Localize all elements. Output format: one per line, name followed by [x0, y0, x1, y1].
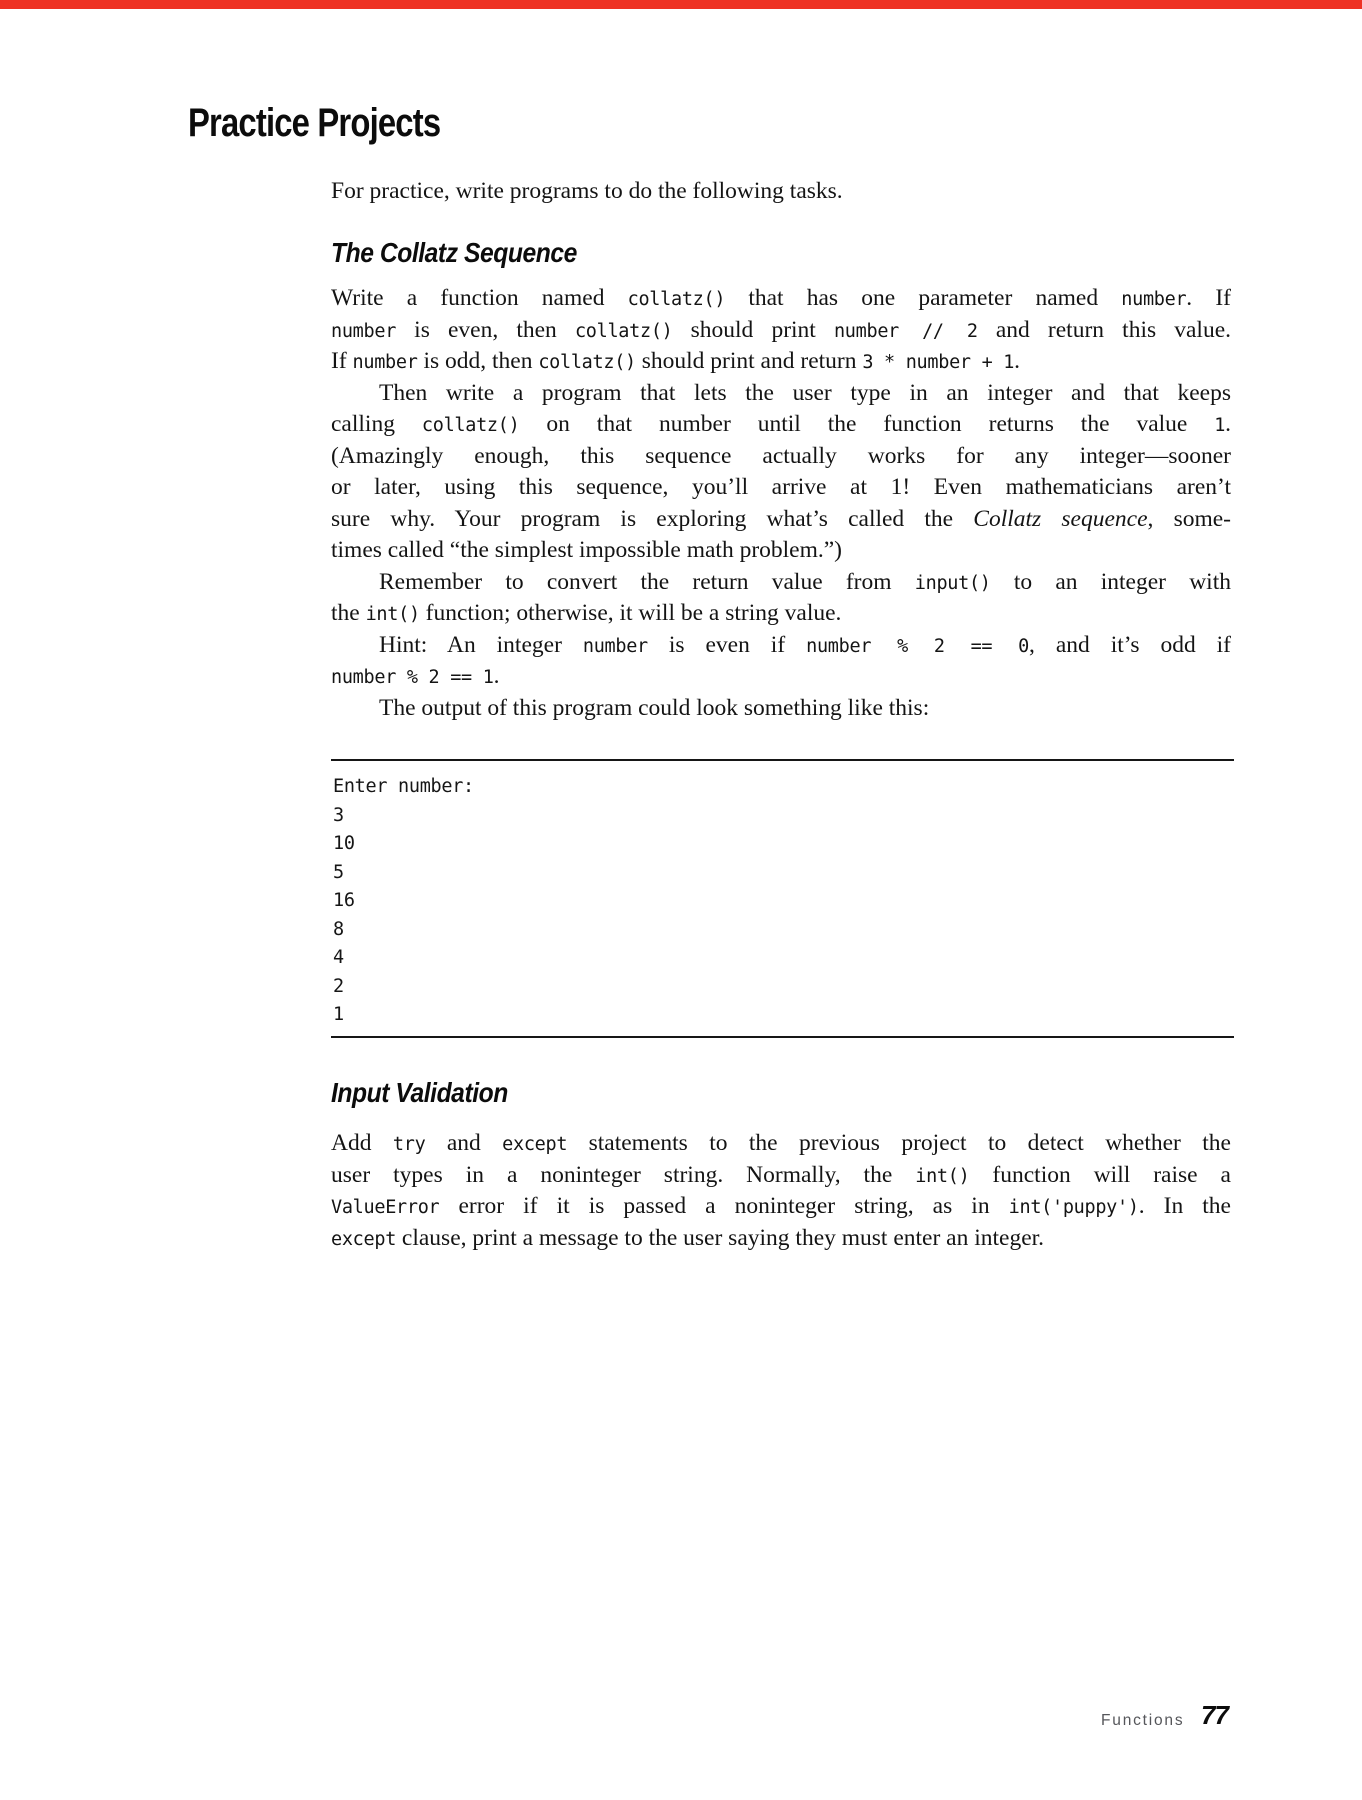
- text-run: function; otherwise, it will be a string value.: [419, 600, 842, 626]
- section-title-collatz-sequence: The Collatz Sequence: [331, 237, 577, 268]
- inline-code: number % 2 == 0: [806, 635, 1030, 657]
- output-line: 5: [333, 861, 344, 883]
- text-run: calling: [331, 411, 422, 437]
- text-run: clause, print a message to the user saying they must enter an integer.: [396, 1224, 1045, 1251]
- body-line: [331, 1223, 1231, 1255]
- text-run: should print and return: [635, 348, 863, 374]
- paragraph: [331, 1128, 1231, 1254]
- body-line: [331, 1128, 1231, 1160]
- output-line: 8: [333, 918, 344, 940]
- text-run: .: [1014, 348, 1020, 374]
- inline-code: number // 2: [833, 320, 978, 342]
- paragraph: [331, 567, 1231, 630]
- text-run: (Amazingly enough, this sequence actually works for any integer—sooner: [331, 442, 1231, 469]
- inline-code: number: [352, 352, 418, 373]
- input-validation-section-body: [331, 1128, 1231, 1254]
- inline-code: ValueError: [331, 1197, 440, 1218]
- inline-code: collatz(): [538, 352, 636, 373]
- body-line: [331, 441, 1231, 473]
- text-run: , and it’s odd if: [1029, 631, 1231, 658]
- body-line: [331, 1160, 1231, 1192]
- inline-code: 1: [1214, 415, 1226, 436]
- text-run: is even, then: [396, 316, 575, 343]
- inline-code: int(): [365, 604, 420, 625]
- output-line: 10: [333, 833, 355, 854]
- body-line: [331, 346, 1231, 378]
- text-run: Add: [331, 1130, 393, 1156]
- text-run: error if it is passed a noninteger string, as in: [439, 1193, 1009, 1219]
- body-line: [331, 693, 1231, 725]
- italic-text: Collatz sequence: [973, 505, 1148, 532]
- text-run: should print: [672, 316, 834, 343]
- text-run: function will raise a: [969, 1161, 1231, 1188]
- paragraph: [331, 630, 1231, 693]
- text-run: Hint: An integer: [379, 631, 583, 658]
- inline-code: try: [392, 1134, 426, 1155]
- output-line: 2: [333, 975, 344, 997]
- text-run: Then write a program that lets the user type in an integer and that keeps: [379, 379, 1231, 406]
- body-line: [331, 567, 1231, 599]
- text-run: .: [493, 663, 500, 689]
- body-line: [331, 315, 1231, 347]
- text-run: or later, using this sequence, you’ll arrive at 1! Even mathematicians aren’t: [331, 474, 1231, 500]
- inline-code: 3 * number + 1: [862, 352, 1015, 373]
- intro-text: For practice, write programs to do the following tasks.: [331, 178, 843, 204]
- text-run: . If: [1186, 285, 1231, 311]
- inline-code: input(): [914, 572, 991, 594]
- section-title-input-validation: Input Validation: [331, 1077, 508, 1108]
- program-output-block: [331, 759, 1234, 1038]
- body-line: [331, 1191, 1231, 1223]
- output-line: 1: [333, 1004, 344, 1025]
- text-run: on that number until the function returns the value: [519, 411, 1215, 437]
- output-line: 4: [333, 947, 344, 968]
- body-line: [331, 283, 1231, 315]
- body-line: [331, 472, 1231, 504]
- text-run: . In the: [1138, 1193, 1231, 1219]
- top-accent-bar: [0, 0, 1362, 9]
- inline-code: number: [1121, 289, 1187, 310]
- paragraph: [331, 283, 1231, 378]
- inline-code: int('puppy'): [1008, 1197, 1139, 1218]
- text-run: the: [331, 600, 366, 626]
- inline-code: int(): [915, 1165, 970, 1187]
- output-line: 16: [333, 890, 355, 911]
- body-line: [331, 535, 1231, 567]
- body-line: [331, 661, 1231, 693]
- text-run: Write a function named: [331, 285, 628, 311]
- body-line: [331, 504, 1231, 536]
- output-line: Enter number:: [333, 776, 474, 797]
- body-line: [331, 630, 1231, 662]
- collatz-section-body: [331, 283, 1231, 724]
- text-run: times called “the simplest impossible math problem.”): [331, 537, 843, 563]
- inline-code: number % 2 == 1: [331, 667, 494, 688]
- footer-page-number: 77: [1201, 1700, 1228, 1730]
- inline-code: collatz(): [574, 320, 673, 342]
- inline-code: except: [502, 1134, 568, 1155]
- text-run: .: [1225, 411, 1231, 437]
- footer-chapter-label: Functions: [1101, 1712, 1185, 1729]
- text-run: If: [331, 348, 353, 374]
- inline-code: collatz(): [627, 289, 726, 310]
- text-run: user types in a noninteger string. Normally, the: [331, 1161, 916, 1188]
- paragraph: [331, 693, 1231, 725]
- text-run: The output of this program could look something like this:: [379, 694, 930, 721]
- output-line: 3: [333, 804, 344, 826]
- inline-code: except: [331, 1228, 397, 1250]
- inline-code: collatz(): [421, 415, 520, 436]
- text-run: that has one parameter named: [725, 285, 1122, 311]
- body-line: [331, 409, 1231, 441]
- text-run: is even if: [647, 631, 807, 658]
- page-title: Practice Projects: [188, 101, 441, 145]
- paragraph: [331, 378, 1231, 567]
- text-run: , some-: [1147, 505, 1231, 532]
- body-line: [331, 598, 1231, 630]
- inline-code: number: [331, 320, 397, 342]
- text-run: is odd, then: [417, 348, 539, 374]
- text-run: sure why. Your program is exploring what’s called the: [331, 505, 974, 532]
- text-run: to an integer with: [990, 568, 1231, 595]
- inline-code: number: [582, 635, 648, 657]
- text-run: statements to the previous project to detect whether the: [567, 1130, 1231, 1156]
- body-line: [331, 378, 1231, 410]
- text-run: and: [425, 1130, 503, 1156]
- text-run: Remember to convert the return value from: [379, 568, 915, 595]
- text-run: and return this value.: [977, 316, 1231, 343]
